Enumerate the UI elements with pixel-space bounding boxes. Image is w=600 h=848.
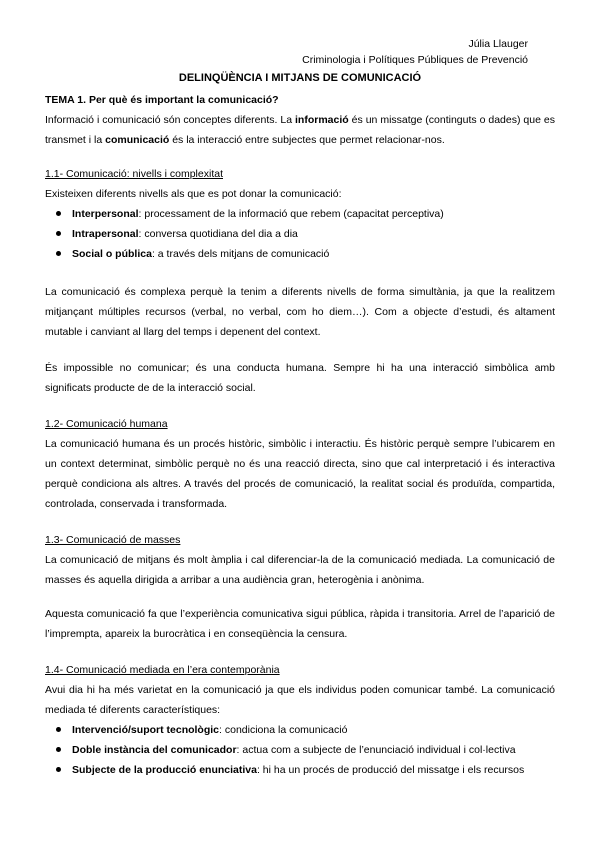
section-1-3 (45, 530, 555, 590)
list-item (45, 204, 555, 224)
list-item-text: : condiciona la comunicació (219, 724, 348, 736)
intro-text-1: Informació i comunicació són conceptes diferents. La (45, 114, 296, 126)
list-item-text: : actua com a subjecte de l’enunciació individual i col·lectiva (236, 744, 516, 756)
section-lead: Existeixen diferents nivells als que es pot donar la comunicació: (45, 188, 342, 200)
list-item (45, 720, 555, 740)
section-1-1 (45, 164, 555, 264)
paragraph: És impossible no comunicar; és una conducta humana. Sempre hi ha una interacció simbòlica amb significats producte de de la interacció social. (45, 362, 555, 394)
levels-list (45, 204, 555, 264)
paragraph: La comunicació de mitjans és molt àmplia i cal diferenciar-la de la comunicació mediada. La comunicació de masses és aquella dirigida a arribar a una audiència gran, heterogènia i anònima. (45, 554, 555, 586)
paragraph: La comunicació és complexa perquè la tenim a diferents nivells de forma simultània, ja que la realitzem mitjançant múltiples recursos (verbal, no verbal, com ho diem…). Com a objecte d’estudi, és altament mutable i canviant al llarg del temps i depenent del context. (45, 286, 555, 338)
intro-text-2: és un missatge (continguts o dades) que es transmet i la (45, 114, 555, 146)
section-1-2 (45, 414, 555, 514)
list-item-term: Subjecte de la producció enunciativa (72, 764, 257, 776)
intro-term-comunicacio: comunicació (105, 134, 170, 146)
course-name: Criminologia i Polítiques Públiques de Prevenció (302, 54, 528, 66)
section-1-4 (45, 660, 555, 780)
list-item (45, 224, 555, 244)
characteristics-list (45, 720, 555, 780)
paragraph: La comunicació humana és un procés històric, simbòlic i interactiu. És històric perquè sempre l’ubicarem en un context determinat, simbòlic perquè no és una reacció directa, sino que cal interpretació i és interactiva perquè condiciona als altres. A través del procés de comunicació, la realitat social és produïda, compartida, controlada, conservada i transformada. (45, 438, 555, 510)
list-item-text: : conversa quotidiana del dia a dia (138, 228, 298, 240)
list-item-text: : processament de la informació que rebem (capacitat perceptiva) (138, 208, 444, 220)
section-title: 1.4- Comunicació mediada en l’era contemporània (45, 664, 280, 676)
list-item-text: : a través dels mitjans de comunicació (151, 248, 330, 260)
list-item (45, 760, 555, 780)
intro-term-informacio: informació (295, 114, 349, 126)
tema-intro (45, 110, 555, 150)
list-item-term: Intervenció/suport tecnològic (72, 724, 220, 736)
list-item-term: Doble instància del comunicador (72, 744, 237, 756)
paragraph: Avui dia hi ha més varietat en la comunicació ja que els individus poden comunicar també. La comunicació mediada té diferents característiques: (45, 684, 555, 716)
paragraph: Aquesta comunicació fa que l’experiència comunicativa sigui pública, ràpida i transitoria. Arrel de l’aparició de l’imprempta, apareix la burocràtica i en conseqüència la censura. (45, 608, 555, 640)
list-item-text: : hi ha un procés de producció del missatge i els recursos (256, 764, 525, 776)
list-item-term: Intrapersonal (72, 228, 139, 240)
section-title: 1.3- Comunicació de masses (45, 534, 181, 546)
list-item-term: Interpersonal (72, 208, 139, 220)
document-title: DELINQÜÈNCIA I MITJANS DE COMUNICACIÓ (178, 72, 422, 84)
tema-block (45, 90, 555, 150)
section-title: 1.2- Comunicació humana (45, 418, 168, 430)
tema-heading: TEMA 1. Per què és important la comunicació? (45, 94, 279, 106)
list-item-term: Social o pública (72, 248, 152, 260)
page-header (302, 36, 528, 68)
list-item (45, 740, 555, 760)
intro-text-3: és la interacció entre subjectes que permet relacionar-nos. (169, 134, 445, 146)
section-title: 1.1- Comunicació: nivells i complexitat (45, 168, 223, 180)
list-item (45, 244, 555, 264)
author-name: Júlia Llauger (468, 38, 528, 50)
